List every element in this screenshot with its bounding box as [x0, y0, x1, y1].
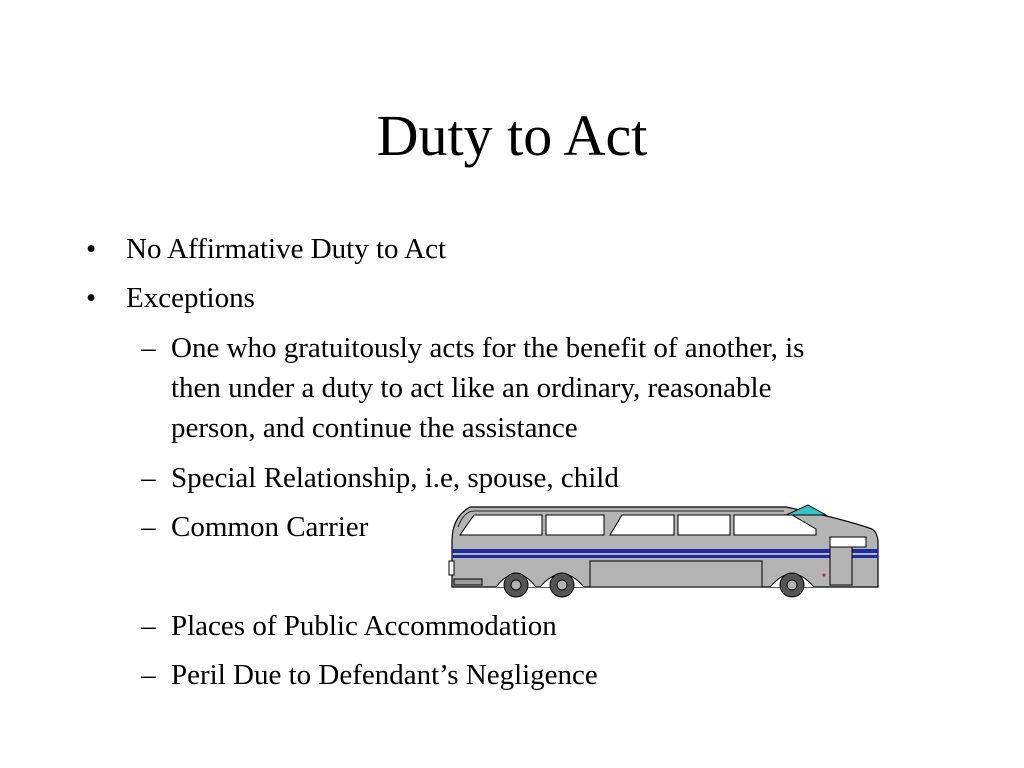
sub-bullet-item-4 — [141, 606, 557, 646]
bus-wheel-hub — [557, 580, 567, 590]
bus-marker-light — [823, 574, 826, 577]
dash-marker: – — [141, 332, 156, 364]
sub-bullet-text: Peril Due to Defendant’s Negligence — [171, 659, 598, 691]
bullet-text: Exceptions — [126, 282, 255, 314]
sub-bullet-item-2 — [141, 458, 619, 498]
sub-bullet-text-line-3: person, and continue the assistance — [171, 412, 578, 444]
bus-luggage-panel — [590, 561, 762, 587]
sub-bullet-text-line-2: then under a duty to act like an ordinary, reasonable — [171, 372, 772, 404]
bus-icon — [444, 503, 880, 599]
dash-marker: – — [141, 462, 156, 494]
bullet-marker: • — [86, 282, 97, 314]
sub-bullet-item-5 — [141, 655, 598, 695]
bus-stripe — [452, 555, 878, 558]
sub-bullet-item-1 — [141, 328, 805, 448]
sub-bullet-text-line-1: One who gratuitously acts for the benefit of another, is — [171, 332, 805, 364]
bus-door — [830, 547, 852, 585]
bus-wheel-hub — [787, 580, 797, 590]
bullet-text: No Affirmative Duty to Act — [126, 233, 447, 265]
sub-bullet-text: Special Relationship, i.e, spouse, child — [171, 462, 619, 494]
sub-bullet-item-3 — [141, 507, 369, 547]
bullet-item-1 — [86, 229, 447, 269]
bullet-item-2 — [86, 278, 255, 318]
bus-bumper — [454, 579, 482, 585]
bus-window — [460, 515, 542, 535]
dash-marker: – — [141, 610, 156, 642]
bus-front-window — [830, 537, 866, 547]
slide-title: Duty to Act — [376, 103, 648, 168]
dash-marker: – — [141, 511, 156, 543]
bullet-marker: • — [86, 233, 97, 265]
dash-marker: – — [141, 659, 156, 691]
bus-stripe — [452, 549, 878, 553]
bus-rear-light — [449, 561, 454, 575]
sub-bullet-text: Places of Public Accommodation — [171, 610, 557, 642]
bus-window — [546, 515, 604, 535]
bus-wheel-hub — [511, 580, 521, 590]
bus-window — [678, 515, 730, 535]
sub-bullet-text: Common Carrier — [171, 511, 369, 543]
